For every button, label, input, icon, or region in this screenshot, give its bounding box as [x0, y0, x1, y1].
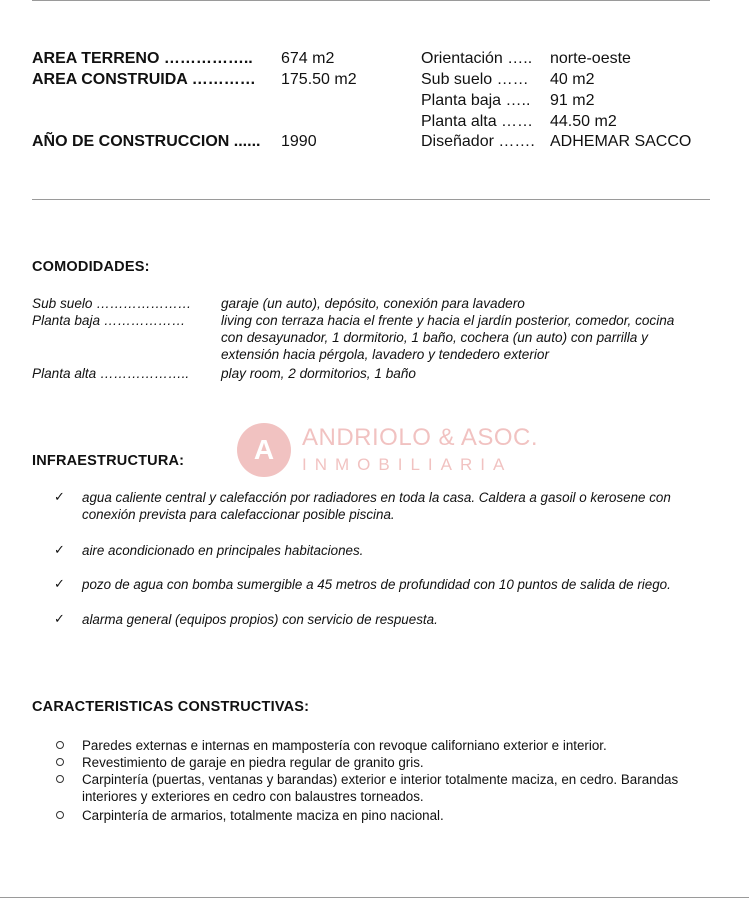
watermark-logo: [236, 422, 539, 478]
area-terreno-value: 674 m2: [281, 50, 335, 67]
sub-suelo-value: 40 m2: [550, 71, 595, 88]
comodidades-title: COMODIDADES:: [32, 259, 150, 275]
section-divider: [32, 199, 710, 200]
planta-alta-label: Planta alta ……: [421, 113, 534, 130]
caract-item-2: Revestimiento de garaje en piedra regular de granito gris.: [82, 755, 424, 770]
checkmark-icon: ✓: [54, 489, 65, 504]
bullet-circle-icon: [56, 741, 64, 749]
caract-item-3-line2: interiores y exteriores en cedro con balaustres torneados.: [82, 789, 424, 804]
caract-item-3-line1: Carpintería (puertas, ventanas y barandas) exterior e interior totalmente maciza, en cedro. Barandas: [82, 772, 679, 787]
comodidades-planta-baja-label: Planta baja ………………: [32, 313, 186, 328]
watermark-sub: INMOBILIARIA: [302, 455, 513, 474]
comodidades-planta-baja-line2: con desayunador, 1 dormitorio, 1 baño, cochera (un auto) con parrilla y: [221, 330, 648, 345]
infraestructura-title: INFRAESTRUCTURA:: [32, 453, 185, 469]
orientacion-value: norte-oeste: [550, 50, 631, 67]
comodidades-planta-baja-line3: extensión hacia pérgola, lavadero y tendedero exterior: [221, 347, 549, 362]
bullet-circle-icon: [56, 758, 64, 766]
checkmark-icon: ✓: [54, 542, 65, 557]
caract-item-4: Carpintería de armarios, totalmente maciza en pino nacional.: [82, 808, 444, 823]
comodidades-planta-alta-label: Planta alta ………………..: [32, 366, 190, 381]
infra-item-3: pozo de agua con bomba sumergible a 45 metros de profundidad con 10 puntos de salida de riego.: [82, 577, 671, 592]
bullet-circle-icon: [56, 775, 64, 783]
planta-baja-label: Planta baja …..: [421, 92, 531, 109]
watermark-name: ANDRIOLO & ASOC.: [302, 424, 539, 451]
anio-construccion-value: 1990: [281, 133, 317, 150]
caracteristicas-title: CARACTERISTICAS CONSTRUCTIVAS:: [32, 699, 310, 715]
anio-construccion-label: AÑO DE CONSTRUCCION ......: [32, 133, 261, 150]
bullet-circle-icon: [56, 811, 64, 819]
infra-item-4: alarma general (equipos propios) con servicio de respuesta.: [82, 612, 438, 627]
infra-item-1-line2: conexión prevista para calefaccionar posible piscina.: [82, 507, 395, 522]
area-terreno-label: AREA TERRENO ……………..: [32, 50, 253, 67]
top-divider: [32, 0, 710, 1]
caract-item-1: Paredes externas e internas en mampostería con revoque californiano exterior e interior.: [82, 738, 607, 753]
planta-baja-value: 91 m2: [550, 92, 595, 109]
comodidades-planta-alta-text: play room, 2 dormitorios, 1 baño: [221, 366, 416, 381]
logo-letter: A: [253, 434, 275, 465]
area-construida-label: AREA CONSTRUIDA …………: [32, 71, 256, 88]
checkmark-icon: ✓: [54, 611, 65, 626]
disenador-label: Diseñador …….: [421, 133, 535, 150]
disenador-value: ADHEMAR SACCO: [550, 133, 692, 150]
bottom-divider: [0, 897, 749, 898]
logo-circle-icon: [236, 422, 292, 478]
infra-item-2: aire acondicionado en principales habitaciones.: [82, 543, 364, 558]
comodidades-planta-baja-line1: living con terraza hacia el frente y hacia el jardín posterior, comedor, cocina: [221, 313, 675, 328]
infra-item-1-line1: agua caliente central y calefacción por radiadores en toda la casa. Caldera a gasoil o kerosene con: [82, 490, 671, 505]
checkmark-icon: ✓: [54, 576, 65, 591]
comodidades-sub-suelo-text: garaje (un auto), depósito, conexión para lavadero: [221, 296, 525, 311]
orientacion-label: Orientación …..: [421, 50, 533, 67]
planta-alta-value: 44.50 m2: [550, 113, 617, 130]
area-construida-value: 175.50 m2: [281, 71, 357, 88]
sub-suelo-label: Sub suelo ……: [421, 71, 529, 88]
comodidades-sub-suelo-label: Sub suelo …………………: [32, 296, 192, 311]
